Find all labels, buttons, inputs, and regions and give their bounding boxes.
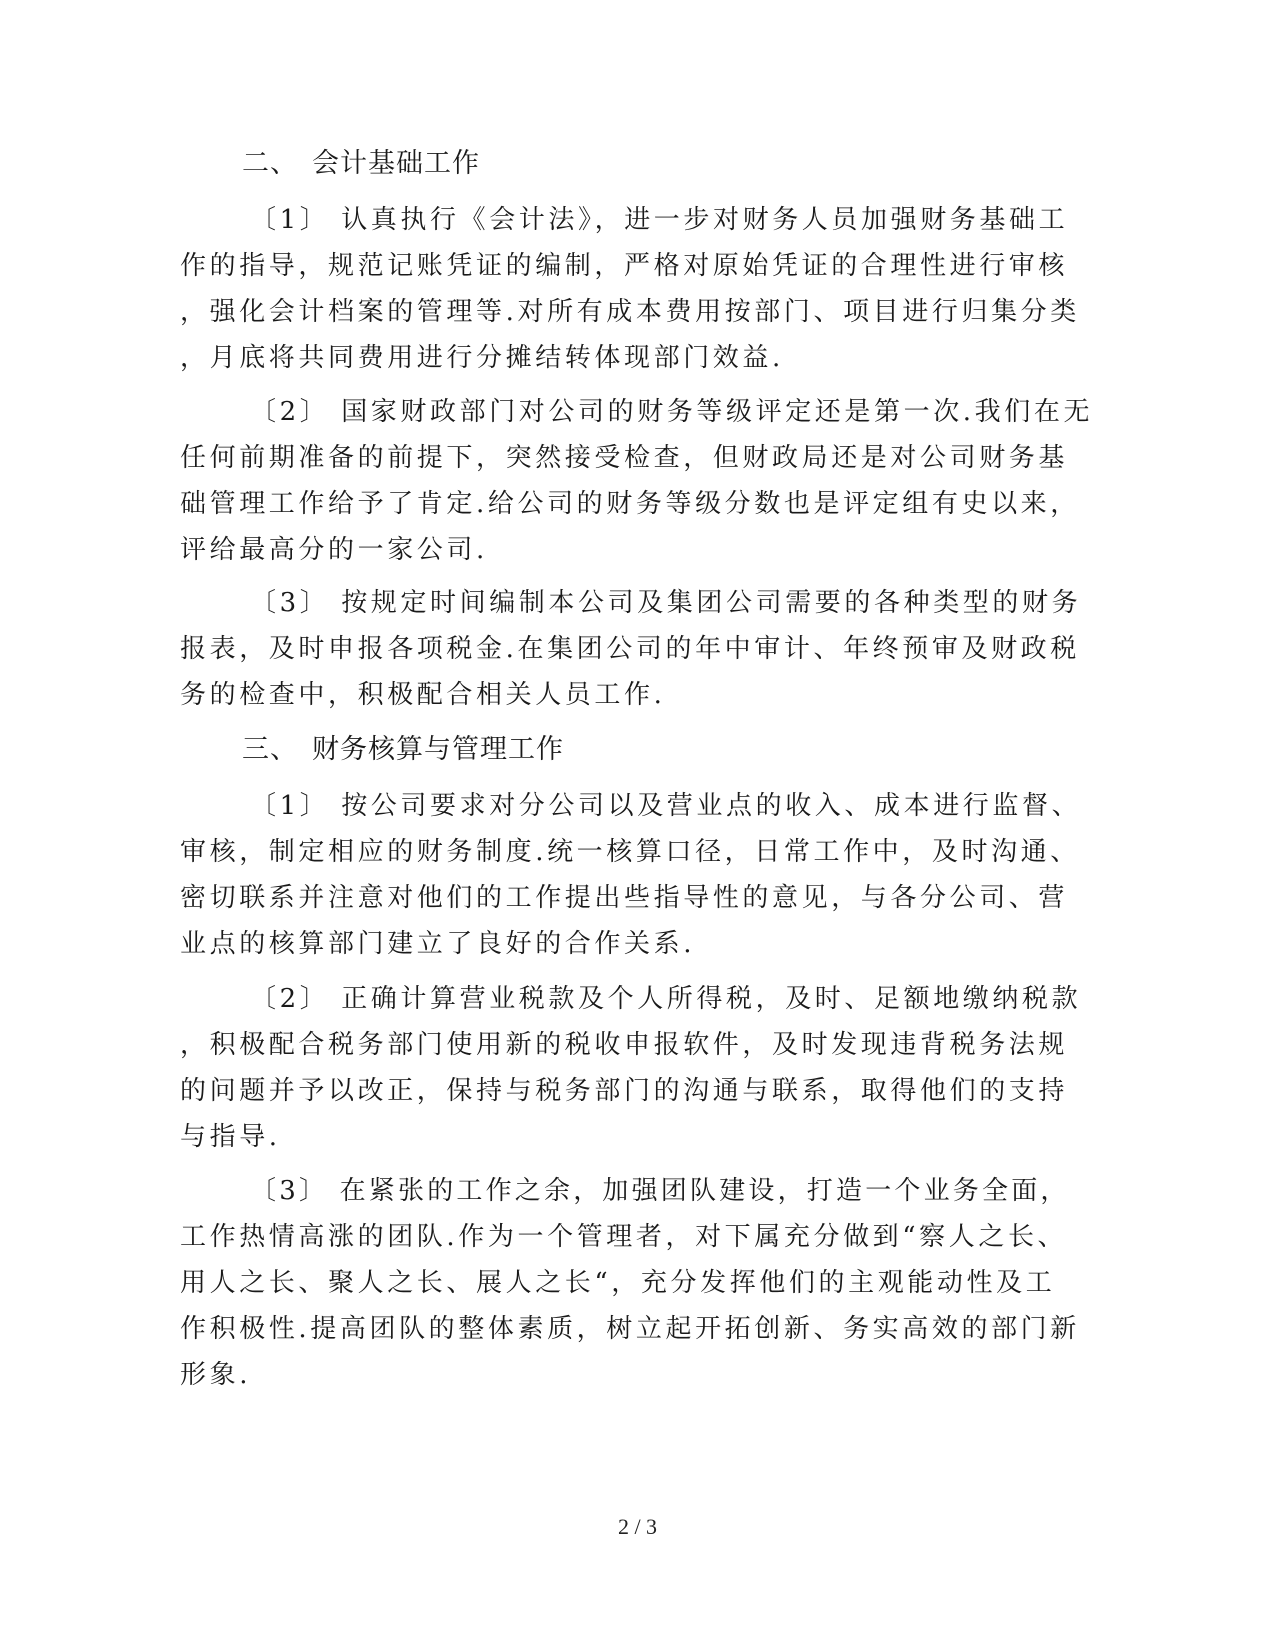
- paragraph-line: 〔2〕 正确计算营业税款及个人所得税，及时、足额地缴纳税款: [250, 984, 1082, 1014]
- paragraph-line: 与指导.: [180, 1122, 281, 1152]
- page-number: 2 / 3: [617, 1514, 658, 1539]
- paragraph-line: 评给最高分的一家公司.: [180, 535, 488, 565]
- paragraph: [180, 1168, 1080, 1398]
- section-heading: [242, 144, 480, 184]
- paragraph: [180, 976, 1082, 1160]
- paragraph-line: 的问题并予以改正，保持与税务部门的沟通与联系，取得他们的支持: [180, 1076, 1069, 1106]
- section-title: 会计基础工作: [312, 148, 480, 179]
- paragraph-line: 密切联系并注意对他们的工作提出些指导性的意见，与各分公司、营: [180, 883, 1069, 913]
- section-number: 三、: [242, 734, 298, 765]
- paragraph-line: 审核，制定相应的财务制度.统一核算口径，日常工作中，及时沟通、: [180, 837, 1080, 867]
- paragraph-line: 业点的核算部门建立了良好的合作关系.: [180, 929, 696, 959]
- paragraph-line: 作的指导，规范记账凭证的编制，严格对原始凭证的合理性进行审核: [180, 251, 1069, 281]
- paragraph: [180, 783, 1082, 967]
- section-heading: [242, 730, 564, 770]
- paragraph: [180, 389, 1094, 573]
- paragraph-line: ，月底将共同费用进行分摊结转体现部门效益.: [180, 343, 784, 373]
- section-title: 财务核算与管理工作: [312, 734, 564, 765]
- paragraph-line: 用人之长、聚人之长、展人之长“，充分发挥他们的主观能动性及工: [180, 1268, 1056, 1298]
- paragraph-line: 础管理工作给予了肯定.给公司的财务等级分数也是评定组有史以来，: [180, 489, 1080, 519]
- paragraph-line: ，积极配合税务部门使用新的税收申报软件，及时发现违背税务法规: [180, 1030, 1069, 1060]
- paragraph: [180, 197, 1080, 381]
- paragraph-line: ，强化会计档案的管理等.对所有成本费用按部门、项目进行归集分类: [180, 297, 1080, 327]
- section-number: 二、: [242, 148, 298, 179]
- paragraph-line: 〔1〕 按公司要求对分公司以及营业点的收入、成本进行监督、: [250, 791, 1082, 821]
- paragraph-line: 工作热情高涨的团队.作为一个管理者，对下属充分做到“察人之长、: [180, 1222, 1068, 1252]
- paragraph: [180, 580, 1082, 718]
- paragraph-line: 〔1〕 认真执行《会计法》，进一步对财务人员加强财务基础工: [250, 205, 1069, 235]
- paragraph-line: 务的检查中，积极配合相关人员工作.: [180, 680, 666, 710]
- paragraph-line: 作积极性.提高团队的整体素质，树立起开拓创新、务实高效的部门新: [180, 1314, 1080, 1344]
- paragraph-line: 〔2〕 国家财政部门对公司的财务等级评定还是第一次.我们在无: [250, 397, 1094, 427]
- paragraph-line: 〔3〕 在紧张的工作之余，加强团队建设，打造一个业务全面，: [250, 1176, 1070, 1206]
- paragraph-line: 任何前期准备的前提下，突然接受检查，但财政局还是对公司财务基: [180, 443, 1069, 473]
- paragraph-line: 〔3〕 按规定时间编制本公司及集团公司需要的各种类型的财务: [250, 588, 1082, 618]
- paragraph-line: 形象.: [180, 1360, 252, 1390]
- paragraph-line: 报表，及时申报各项税金.在集团公司的年中审计、年终预审及财政税: [180, 634, 1080, 664]
